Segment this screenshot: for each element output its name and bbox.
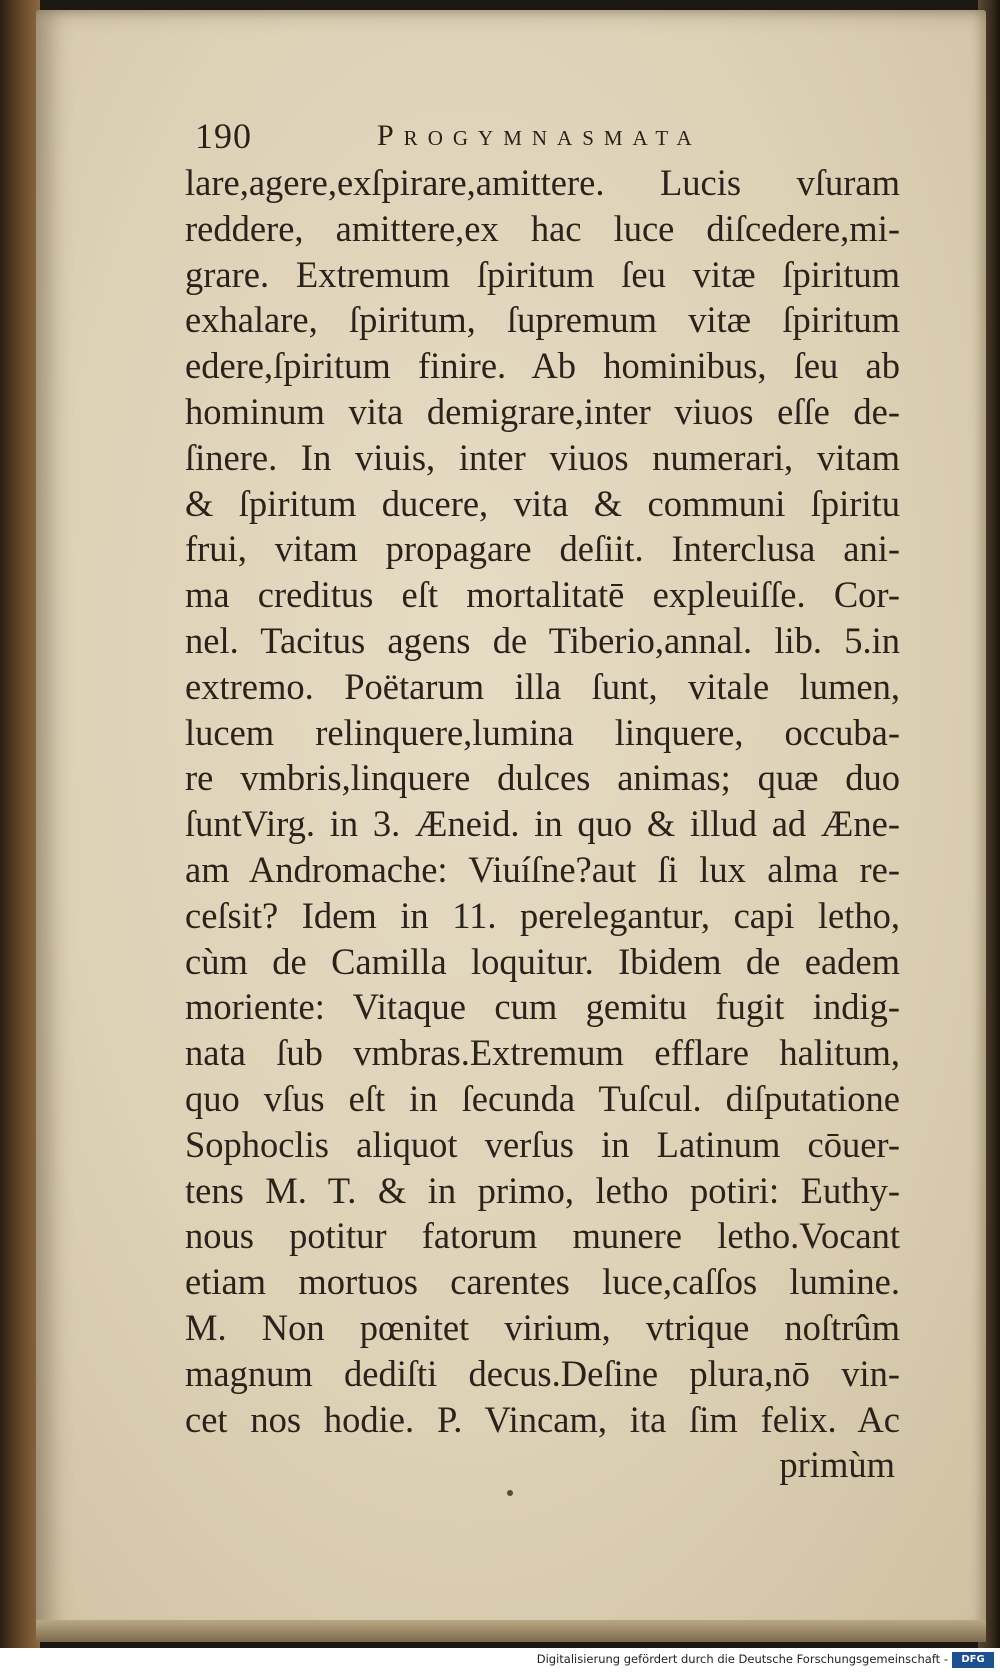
text-line: am Andromache: Viuíſne?aut ſi lux alma re- [185,848,900,890]
funding-credit: Digitalisierung gefördert durch die Deutsche Forschungsgemeinschaft - [536,1652,948,1666]
text-line: nel. Tacitus agens de Tiberio,annal. lib. 5.in [185,619,900,661]
text-line: ma creditus eſt mortalitatē expleuiſſe. Cor- [185,574,900,616]
dfg-logo: DFG [952,1652,994,1668]
text-line: lare,agere,exſpirare,amittere. Lucis vſuram [185,162,900,203]
text-line: cet nos hodie. P. Vincam, ita ſim felix. Ac [185,1398,900,1440]
text-line: re vmbris,linquere dulces animas; quæ duo [185,757,900,799]
text-line: ſinere. In viuis, inter viuos numerari, vitam [185,436,900,478]
page-number: 190 [195,116,252,156]
page-header [195,115,895,165]
text-line: moriente: Vitaque cum gemitu fugit indig- [185,986,900,1028]
text-line: etiam mortuos carentes luce,caſſos lumine. [185,1261,900,1303]
running-head: Progymnasmata [377,119,702,152]
book-binding-left [0,0,40,1648]
text-line: frui, vitam propagare deſiit. Interclusa ani- [185,528,900,570]
signature-mark [507,1490,513,1496]
text-line: & ſpiritum ducere, vita & communi ſpiritu [185,482,900,524]
text-line: magnum dediſti decus.Deſine plura,nō vin- [185,1352,900,1394]
text-line: lucem relinquere,lumina linquere, occuba- [185,711,900,753]
text-line: reddere, amittere,ex hac luce diſcedere,mi- [185,207,900,249]
text-line: edere,ſpiritum finire. Ab hominibus, ſeu ab [185,345,900,387]
text-line: tens M. T. & in primo, letho potiri: Euthy- [185,1169,900,1211]
text-line: ceſsit? Idem in 11. perelegantur, capi letho, [185,894,900,936]
text-line: Sophoclis aliquot verſus in Latinum cōuer- [185,1123,900,1165]
text-line: hominum vita demigrare,inter viuos eſſe de- [185,390,900,432]
text-line: nous potitur fatorum munere letho.Vocant [185,1215,900,1257]
text-line: extremo. Poëtarum illa ſunt, vitale lumen, [185,665,900,707]
text-line: nata ſub vmbras.Extremum efflare halitum, [185,1032,900,1074]
text-line: grare. Extremum ſpiritum ſeu vitæ ſpiritum [185,253,900,295]
text-line: ſuntVirg. in 3. Æneid. in quo & illud ad Æne- [185,803,900,845]
text-line: quo vſus eſt in ſecunda Tuſcul. diſputatione [185,1077,900,1119]
body-text [185,160,900,1488]
text-line: exhalare, ſpiritum, ſupremum vitæ ſpiritum [185,299,900,341]
page-stack-edge [36,1620,986,1642]
catchword: primùm [779,1444,895,1486]
digitization-footer [0,1648,1000,1672]
text-line: M. Non pœnitet virium, vtrique noſtrûm [185,1306,900,1348]
text-line: cùm de Camilla loquitur. Ibidem de eadem [185,940,900,982]
